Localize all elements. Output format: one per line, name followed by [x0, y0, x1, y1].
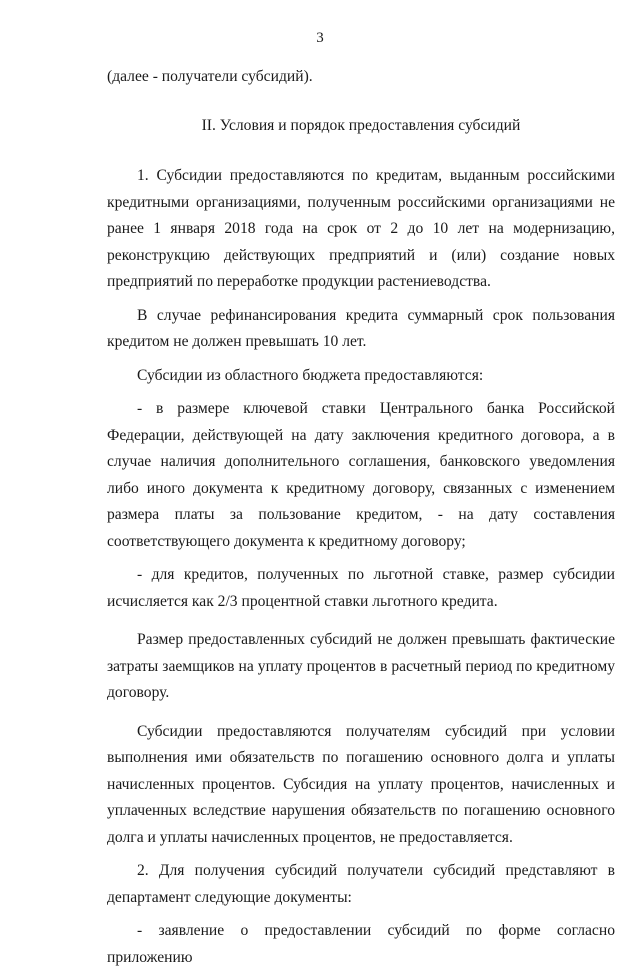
- paragraph-refinancing: В случае рефинансирования кредита суммарный срок пользования кредитом не должен превышать 10 лет.: [107, 306, 615, 350]
- list-item-preferential: - для кредитов, полученных по льготной ставке, размер субсидии исчисляется как 2/3 процентной ставки льготного кредита.: [107, 566, 615, 610]
- paragraph-subsidies-intro: Субсидии из областного бюджета предоставляются:: [137, 366, 484, 384]
- paragraph-1: 1. Субсидии предоставляются по кредитам, выданным российскими кредитными организациями, полученным российскими организациями не ранее 1 января 2018 года на срок от 2 до 10 лет на модернизацию, реконструкцию действующих предприятий и (или) создание новых предприятий по переработке продукции растениеводства.: [107, 167, 615, 290]
- intro-line: (далее - получатели субсидий).: [107, 68, 313, 85]
- document-body: [107, 64, 615, 971]
- list-item-application: - заявление о предоставлении субсидий по форме согласно приложению: [107, 922, 615, 966]
- page-number: 3: [316, 30, 324, 46]
- paragraph-conditions: Субсидии предоставляются получателям субсидий при условии выполнения ими обязательств по погашению основного долга и уплаты начисленных процентов. Субсидия на уплату процентов, начисленных и уплаченных вследствие нарушения обязательств по погашению основного долга и уплаты начисленных процентов, не предоставляется.: [107, 722, 615, 846]
- section-heading: II. Условия и порядок предоставления субсидий: [201, 116, 521, 134]
- list-item-key-rate: - в размере ключевой ставки Центрального банка Российской Федерации, действующей на дату заключения кредитного договора, а в случае наличия дополнительного соглашения, банковского уведомления либо иного документа к кредитному договору, связанных с изменением размера платы за пользование кредитом, - на дату составления соответствующего документа к кредитному договору;: [107, 400, 615, 550]
- paragraph-subsidy-limit: Размер предоставленных субсидий не должен превышать фактические затраты заемщиков на уплату процентов в расчетный период по кредитному договору.: [107, 631, 615, 701]
- paragraph-2: 2. Для получения субсидий получатели субсидий представляют в департамент следующие документы:: [107, 862, 615, 906]
